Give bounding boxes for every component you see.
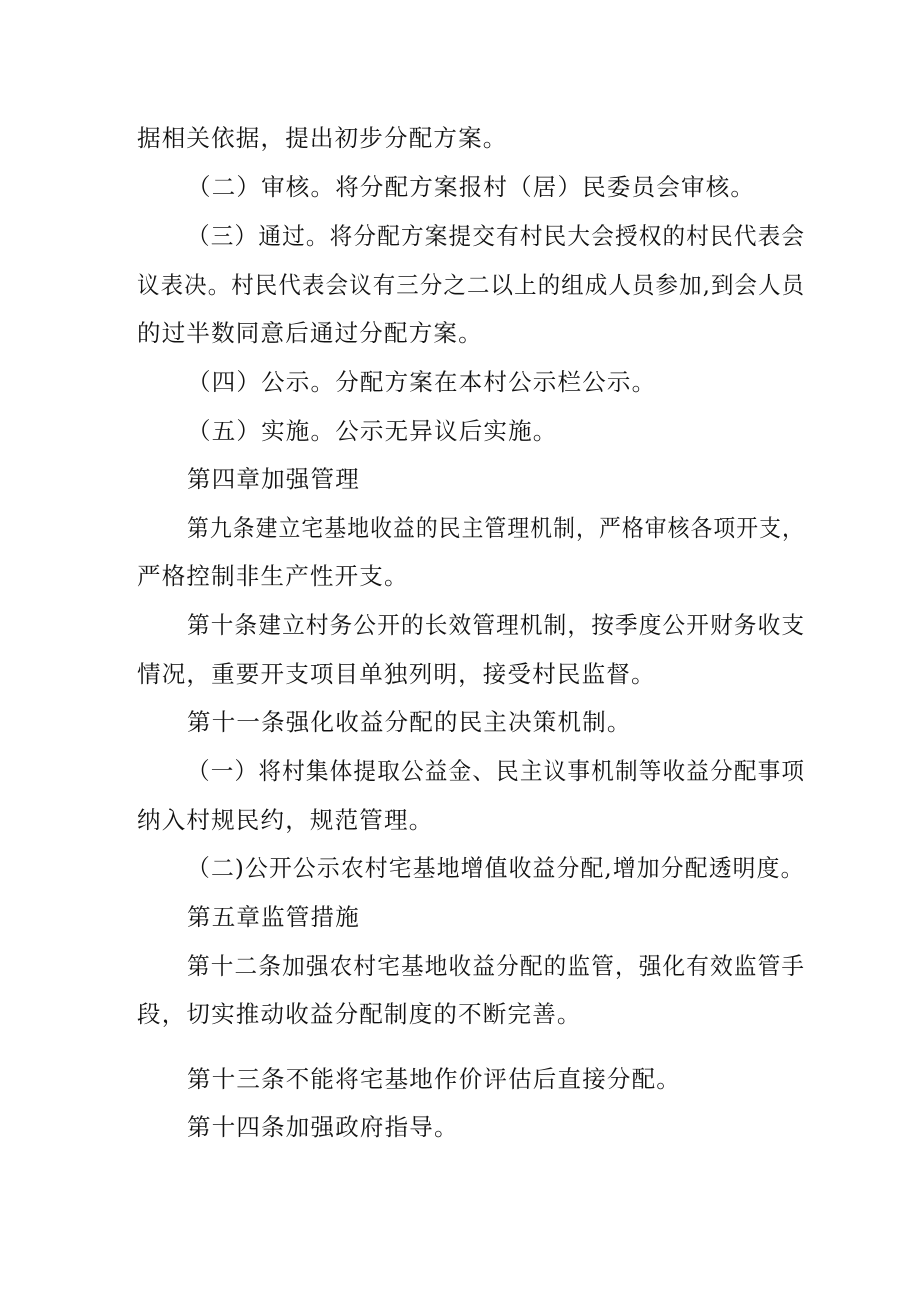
text-line: 纳入村规民约，规范管理。 bbox=[137, 806, 434, 834]
text-line: 第十一条强化收益分配的民主决策机制。 bbox=[187, 708, 632, 736]
text-line: 严格控制非生产性开支。 bbox=[137, 562, 409, 590]
chapter-heading: 第四章加强管理 bbox=[187, 465, 360, 493]
text-line: 的过半数同意后通过分配方案。 bbox=[137, 319, 483, 347]
text-line: （二)公开公示农村宅基地增值收益分配,增加分配透明度。 bbox=[187, 854, 805, 882]
text-line: 第十三条不能将宅基地作价评估后直接分配。 bbox=[187, 1065, 681, 1093]
text-line: 议表决。村民代表会议有三分之二以上的组成人员参加,到会人员 bbox=[137, 271, 806, 299]
text-line: （五）实施。公示无异议后实施。 bbox=[187, 417, 558, 445]
text-line: 第十条建立村务公开的长效管理机制，按季度公开财务收支 bbox=[187, 611, 806, 639]
text-line: （三）通过。将分配方案提交有村民大会授权的村民代表会 bbox=[187, 222, 806, 250]
text-line: 据相关依据，提出初步分配方案。 bbox=[137, 124, 508, 152]
text-line: （四）公示。分配方案在本村公示栏公示。 bbox=[187, 368, 657, 396]
text-line: 情况，重要开支项目单独列明，接受村民监督。 bbox=[137, 660, 656, 688]
text-line: 段，切实推动收益分配制度的不断完善。 bbox=[137, 1000, 582, 1028]
chapter-heading: 第五章监管措施 bbox=[187, 903, 360, 931]
text-line: （一）将村集体提取公益金、民主议事机制等收益分配事项 bbox=[187, 757, 806, 785]
text-line: 第十四条加强政府指导。 bbox=[187, 1113, 459, 1141]
text-line: 第十二条加强农村宅基地收益分配的监管，强化有效监管手 bbox=[187, 952, 806, 980]
text-line: （二）审核。将分配方案报村（居）民委员会审核。 bbox=[187, 173, 756, 201]
text-line: 第九条建立宅基地收益的民主管理机制，严格审核各项开支， bbox=[187, 514, 805, 542]
